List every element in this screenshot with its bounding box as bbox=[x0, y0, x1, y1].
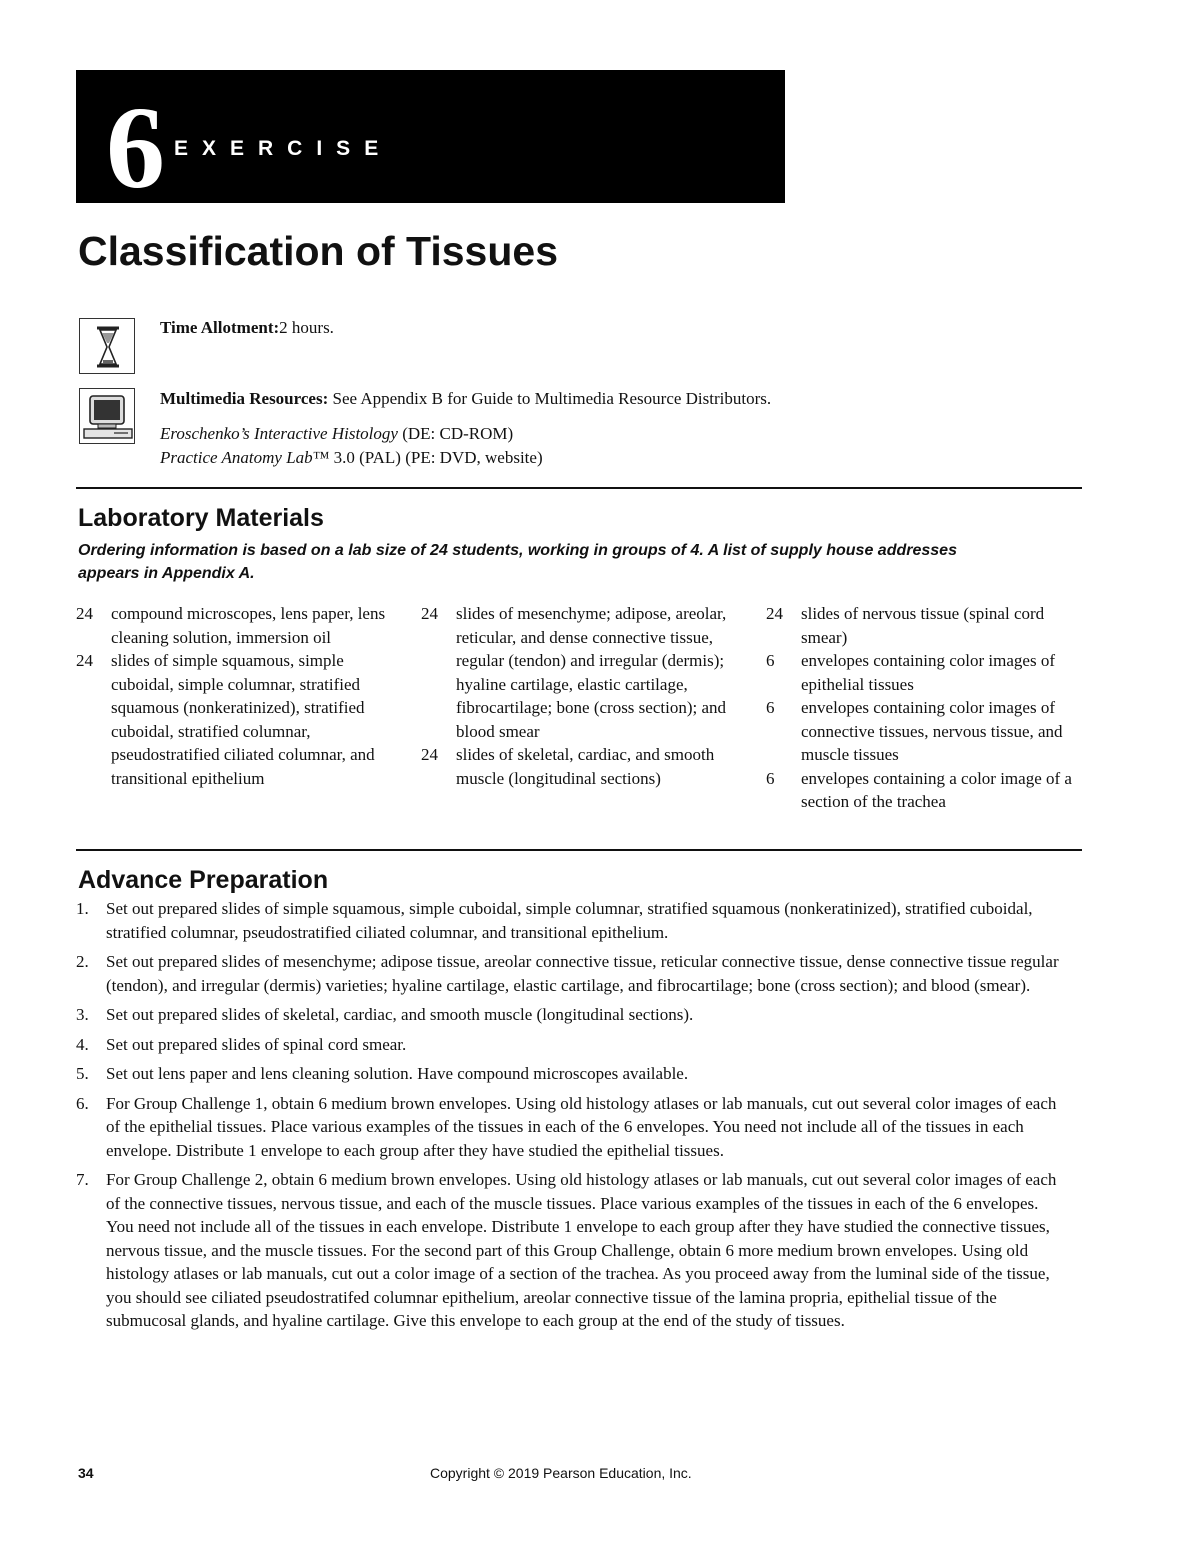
item-text: Set out lens paper and lens cleaning solution. Have compound microscopes available. bbox=[106, 1064, 689, 1083]
resource-item bbox=[160, 446, 543, 469]
material-text: envelopes containing a color image of a section of the trachea bbox=[801, 768, 1072, 811]
material-text: compound microscopes, lens paper, lens cleaning solution, immersion oil bbox=[111, 604, 386, 647]
divider bbox=[76, 849, 1082, 851]
material-text: slides of nervous tissue (spinal cord smear) bbox=[801, 604, 1045, 647]
material-qty: 24 bbox=[766, 604, 783, 623]
material-text: slides of simple squamous, simple cuboidal, simple columnar, stratified squamous (nonkeratinized), stratified cuboidal, stratified columnar, pseudostratified ciliated columnar, and transitional epithelium bbox=[111, 651, 375, 788]
material-qty: 24 bbox=[421, 745, 438, 764]
copyright: Copyright © 2019 Pearson Education, Inc. bbox=[430, 1465, 692, 1481]
list-item bbox=[76, 1033, 1066, 1057]
item-number: 4. bbox=[76, 1034, 89, 1054]
item-text: For Group Challenge 1, obtain 6 medium brown envelopes. Using old histology atlases or lab manuals, cut out several color images of each of the epithelial tissues. Place various examples of the tissues in each of the 6 envelopes. You need not include all of the tissues in each envelope. Distribute 1 envelope to each group after they have studied the epithelial tissues. bbox=[106, 1093, 1057, 1160]
material-qty: 24 bbox=[421, 604, 438, 623]
material-item bbox=[76, 649, 396, 790]
time-allotment-value: 2 hours. bbox=[279, 318, 334, 337]
list-item bbox=[76, 1062, 1066, 1086]
materials-column bbox=[766, 602, 1082, 814]
item-text: Set out prepared slides of mesenchyme; adipose tissue, areolar connective tissue, reticular connective tissue, dense connective tissue regular (tendon), and irregular (dermis) varieties; hyaline cartilage, elastic cartilage, and fibrocartilage; bone (cross section); and blood (smear). bbox=[106, 952, 1059, 995]
resource-item bbox=[160, 422, 513, 445]
material-text: envelopes containing color images of connective tissues, nervous tissue, and muscle tissues bbox=[801, 698, 1063, 764]
material-text: slides of mesenchyme; adipose, areolar, reticular, and dense connective tissue, regular (tendon) and irregular (dermis); hyaline cartilage, elastic cartilage, fibrocartilage; bone (cross section); and blood smear bbox=[456, 604, 727, 741]
computer-icon bbox=[79, 388, 135, 444]
item-number: 1. bbox=[76, 899, 89, 918]
page-number: 34 bbox=[78, 1465, 94, 1481]
list-item bbox=[76, 897, 1066, 944]
item-text: For Group Challenge 2, obtain 6 medium brown envelopes. Using old histology atlases or lab manuals, cut out several color images of each of the connective tissues, nervous tissue, and each of the muscle tissues. Place various examples of the tissues in each of the 6 envelopes. You need not include all of the tissues in each envelope. Distribute 1 envelope to each group after they have studied the connective tissues, nervous tissue, and the muscle tissues. For the second part of this Group Challenge, obtain 6 more medium brown envelopes. Using old histology atlases or lab manuals, cut out a color image of a section of the trachea. As you proceed away from the luminal side of the tissue, you should see ciliated pseudostratifed columnar epithelium, areolar connective tissue of the lamina propria, epithelial tissue of the submucosal glands, and hyaline cartilage. Give this envelope to each group at the end of the study of tissues. bbox=[106, 1170, 1057, 1330]
multimedia-resources bbox=[160, 387, 771, 410]
exercise-number: 6 bbox=[106, 82, 161, 213]
multimedia-value: See Appendix B for Guide to Multimedia Resource Distributors. bbox=[332, 389, 772, 408]
item-number: 2. bbox=[76, 952, 89, 971]
page-title: Classification of Tissues bbox=[78, 228, 559, 274]
item-text: Set out prepared slides of spinal cord smear. bbox=[106, 1034, 407, 1054]
material-qty: 6 bbox=[766, 768, 775, 788]
list-item bbox=[76, 1003, 1066, 1027]
exercise-label: EXERCISE bbox=[174, 137, 393, 160]
materials-column bbox=[421, 602, 739, 790]
list-item bbox=[76, 950, 1066, 997]
material-qty: 6 bbox=[766, 651, 775, 670]
material-qty: 24 bbox=[76, 604, 93, 623]
material-item bbox=[766, 696, 1082, 767]
advance-preparation-heading: Advance Preparation bbox=[78, 866, 329, 894]
material-item bbox=[766, 767, 1082, 814]
time-allotment-label: Time Allotment: bbox=[160, 318, 280, 337]
item-number: 6. bbox=[76, 1093, 89, 1113]
hourglass-icon bbox=[79, 318, 135, 374]
lab-materials-heading: Laboratory Materials bbox=[78, 504, 324, 532]
resource-title: Practice Anatomy Lab™ bbox=[160, 448, 330, 467]
exercise-banner bbox=[76, 70, 785, 213]
material-item bbox=[421, 602, 739, 743]
time-allotment bbox=[160, 316, 334, 339]
item-number: 3. bbox=[76, 1005, 89, 1024]
material-qty: 24 bbox=[76, 651, 93, 670]
material-text: slides of skeletal, cardiac, and smooth muscle (longitudinal sections) bbox=[456, 745, 715, 788]
material-item bbox=[766, 602, 1082, 649]
item-text: Set out prepared slides of simple squamous, simple cuboidal, simple columnar, stratified squamous (nonkeratinized), stratified cuboidal, stratified columnar, pseudostratified ciliated columnar, and transitional epithelium. bbox=[106, 899, 1033, 942]
ordering-note: Ordering information is based on a lab size of 24 students, working in groups of 4. A list of supply house addresses appears in Appendix A. bbox=[78, 542, 957, 582]
list-item bbox=[76, 1168, 1066, 1333]
item-number: 5. bbox=[76, 1064, 89, 1083]
list-item bbox=[76, 1092, 1066, 1163]
resource-detail: 3.0 (PAL) (PE: DVD, website) bbox=[333, 448, 543, 467]
material-item bbox=[766, 649, 1082, 696]
divider bbox=[76, 487, 1082, 489]
item-text: Set out prepared slides of skeletal, cardiac, and smooth muscle (longitudinal sections). bbox=[106, 1005, 694, 1024]
item-number: 7. bbox=[76, 1170, 89, 1189]
material-qty: 6 bbox=[766, 698, 775, 717]
advance-preparation-list bbox=[76, 897, 1066, 1339]
resource-detail: (DE: CD-ROM) bbox=[402, 424, 514, 443]
multimedia-label: Multimedia Resources: bbox=[160, 389, 329, 408]
material-text: envelopes containing color images of epithelial tissues bbox=[801, 651, 1055, 694]
material-item bbox=[421, 743, 739, 790]
materials-column bbox=[76, 602, 396, 790]
material-item bbox=[76, 602, 396, 649]
resource-title: Eroschenko’s Interactive Histology bbox=[160, 424, 398, 443]
